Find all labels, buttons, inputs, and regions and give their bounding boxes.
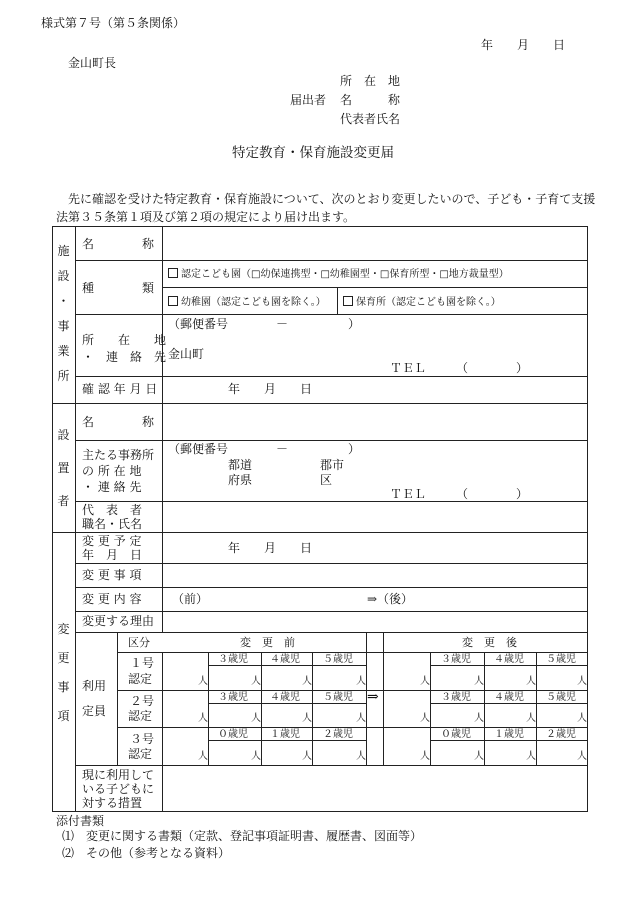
age-header: ４歳児 bbox=[494, 692, 524, 703]
intro-line-1: 先に確認を受けた特定教育・保育施設について、次のとおり変更したいので、子ども・子育て支援 bbox=[68, 192, 596, 206]
office-label-2: の 所 在 地 bbox=[82, 464, 142, 478]
change-content-label: 変 更 内 容 bbox=[82, 592, 142, 606]
founder-tel[interactable]: ＴＥＬ （ ） bbox=[390, 487, 529, 501]
measures-label-3: 対する措置 bbox=[82, 796, 143, 810]
unit-mark: 人 bbox=[251, 676, 261, 687]
content-before[interactable]: （前） bbox=[172, 592, 209, 606]
age-header: ３歳児 bbox=[218, 692, 248, 703]
row-label-2b: 認定 bbox=[128, 709, 153, 723]
row-label-3b: 認定 bbox=[128, 747, 153, 761]
age-header: ４歳児 bbox=[494, 654, 524, 665]
unit-mark: 人 bbox=[251, 751, 261, 762]
unit-mark: 人 bbox=[577, 751, 587, 762]
row-border bbox=[75, 563, 588, 564]
section-border-change bbox=[52, 532, 588, 533]
type-divider bbox=[337, 287, 338, 314]
unit-mark: 人 bbox=[302, 713, 312, 724]
section-border-founder bbox=[52, 403, 588, 404]
unit-mark: 人 bbox=[420, 751, 430, 762]
unit-mark: 人 bbox=[302, 676, 312, 687]
change-date-label-2: 年 月 日 bbox=[82, 548, 143, 562]
founder-section-label: 設 置 者 bbox=[57, 427, 70, 509]
city-label-1: 郡市 bbox=[320, 458, 345, 472]
facility-tel[interactable]: ＴＥＬ （ ） bbox=[390, 361, 529, 375]
type-option-certified[interactable]: 認定こども園（□幼保連携型・□幼稚園型・□保育所型・□地方裁量型） bbox=[168, 268, 509, 280]
page-title: 特定教育・保育施設変更届 bbox=[232, 145, 394, 161]
unit-mark: 人 bbox=[356, 676, 366, 687]
facility-name-label: 名 称 bbox=[82, 237, 155, 251]
checkbox[interactable] bbox=[168, 296, 178, 306]
grid-line bbox=[430, 652, 431, 765]
age-header: ３歳児 bbox=[441, 654, 471, 665]
notifier-address-label: 所 在 地 bbox=[340, 74, 401, 88]
facility-postal[interactable]: （郵便番号 － ） bbox=[168, 317, 361, 331]
row-border bbox=[75, 314, 588, 315]
unit-mark: 人 bbox=[474, 713, 484, 724]
change-date-label-1: 変 更 予 定 bbox=[82, 534, 142, 548]
grid-line bbox=[484, 652, 485, 765]
table-top-border bbox=[52, 226, 588, 227]
founder-name-label: 名 称 bbox=[82, 415, 155, 429]
grid-line bbox=[117, 690, 588, 691]
category-header: 区分 bbox=[128, 636, 150, 649]
unit-mark: 人 bbox=[251, 713, 261, 724]
attachment-item-1: ⑴ 変更に関する書類（定款、登記事項証明書、履歴書、図面等） bbox=[62, 829, 423, 843]
unit-mark: 人 bbox=[198, 676, 208, 687]
row-border bbox=[75, 632, 588, 633]
change-reason-label: 変更する理由 bbox=[82, 614, 155, 628]
facility-contact-label: ・ 連 絡 先 bbox=[82, 350, 167, 364]
grid-line bbox=[117, 652, 588, 653]
row-border bbox=[75, 765, 588, 766]
row-border bbox=[75, 376, 588, 377]
unit-mark: 人 bbox=[356, 713, 366, 724]
unit-mark: 人 bbox=[420, 713, 430, 724]
grid-line bbox=[430, 665, 588, 666]
pref-label-1: 都道 bbox=[228, 458, 253, 472]
grid-line bbox=[430, 740, 588, 741]
usage-label: 利用 bbox=[82, 679, 107, 693]
capacity-label: 定員 bbox=[82, 704, 107, 718]
notifier-label: 届出者 bbox=[290, 93, 327, 107]
notifier-name-label: 名 称 bbox=[340, 93, 401, 107]
addressee: 金山町長 bbox=[68, 56, 117, 70]
unit-mark: 人 bbox=[302, 751, 312, 762]
row-label-1a: １号 bbox=[130, 656, 155, 670]
unit-mark: 人 bbox=[577, 713, 587, 724]
checkbox[interactable] bbox=[343, 296, 353, 306]
age-header: ２歳児 bbox=[546, 729, 576, 740]
age-header: ５歳児 bbox=[546, 692, 576, 703]
age-header: ３歳児 bbox=[441, 692, 471, 703]
type-option-kindergarten[interactable]: 幼稚園（認定こども園を除く。） bbox=[168, 296, 326, 308]
change-item-label: 変 更 事 項 bbox=[82, 568, 142, 582]
measures-label-2: いる子どもに bbox=[82, 782, 155, 796]
attachment-item-2: ⑵ その他（参考となる資料） bbox=[62, 846, 231, 860]
grid-line bbox=[261, 652, 262, 765]
grid-line bbox=[312, 652, 313, 765]
age-header: １歳児 bbox=[494, 729, 524, 740]
confirm-date-value[interactable]: 年 月 日 bbox=[228, 382, 313, 396]
row-border bbox=[162, 287, 588, 288]
grid-line bbox=[536, 652, 537, 765]
facility-address-label: 所 在 地 bbox=[82, 333, 167, 347]
intro-line-2: 法第３５条第１項及び第２項の規定により届け出ます。 bbox=[56, 210, 356, 224]
row-border bbox=[75, 260, 588, 261]
grid-line bbox=[208, 652, 209, 765]
label-divider-bottom bbox=[162, 765, 163, 812]
facility-type-label: 種 類 bbox=[82, 281, 155, 295]
grid-line bbox=[208, 703, 366, 704]
age-header: １歳児 bbox=[270, 729, 300, 740]
grid-line bbox=[162, 652, 163, 765]
arrow-icon: ⇒ bbox=[367, 689, 379, 705]
age-header: ２歳児 bbox=[323, 729, 353, 740]
table-bottom-border bbox=[52, 811, 588, 812]
facility-section-label: 施 設 ・ 事 業 所 bbox=[57, 243, 70, 383]
unit-mark: 人 bbox=[198, 713, 208, 724]
age-header: ５歳児 bbox=[546, 654, 576, 665]
before-header: 変 更 前 bbox=[240, 636, 295, 649]
unit-mark: 人 bbox=[577, 676, 587, 687]
rep-label-1: 代 表 者 bbox=[82, 503, 143, 517]
row-label-3a: ３号 bbox=[130, 732, 155, 746]
unit-mark: 人 bbox=[526, 751, 536, 762]
form-number: 様式第７号（第５条関係） bbox=[41, 16, 186, 30]
row-border bbox=[75, 587, 588, 588]
age-header: ４歳児 bbox=[270, 654, 300, 665]
unit-mark: 人 bbox=[356, 751, 366, 762]
row-label-2a: ２号 bbox=[130, 694, 155, 708]
content-after[interactable]: ⇒（後） bbox=[367, 592, 414, 606]
unit-mark: 人 bbox=[474, 676, 484, 687]
grid-line bbox=[430, 703, 588, 704]
founder-postal[interactable]: （郵便番号 － ） bbox=[168, 442, 361, 456]
age-header: ３歳児 bbox=[218, 654, 248, 665]
row-border bbox=[75, 501, 588, 502]
checkbox[interactable] bbox=[168, 268, 178, 278]
unit-mark: 人 bbox=[526, 676, 536, 687]
measures-label-1: 現に利用して bbox=[82, 768, 155, 782]
unit-mark: 人 bbox=[198, 751, 208, 762]
attachments-title: 添付書類 bbox=[56, 814, 105, 828]
age-header: ５歳児 bbox=[323, 692, 353, 703]
grid-line bbox=[208, 740, 366, 741]
notifier-rep-label: 代表者氏名 bbox=[340, 112, 401, 126]
facility-town: 金山町 bbox=[168, 347, 205, 361]
row-border bbox=[75, 611, 588, 612]
grid-line bbox=[208, 665, 366, 666]
rep-label-2: 職名・氏名 bbox=[82, 517, 143, 531]
office-label-3: ・ 連 絡 先 bbox=[82, 480, 142, 494]
age-header: ０歳児 bbox=[441, 729, 471, 740]
age-header: ４歳児 bbox=[270, 692, 300, 703]
grid-line bbox=[383, 632, 384, 765]
after-header: 変 更 後 bbox=[462, 636, 517, 649]
type-option-nursery[interactable]: 保育所（認定こども園を除く。） bbox=[343, 296, 501, 308]
unit-mark: 人 bbox=[474, 751, 484, 762]
age-header: ０歳児 bbox=[218, 729, 248, 740]
unit-mark: 人 bbox=[526, 713, 536, 724]
pref-label-2: 府県 bbox=[228, 473, 253, 487]
change-date-value[interactable]: 年 月 日 bbox=[228, 541, 313, 555]
grid-line bbox=[117, 727, 588, 728]
confirm-date-label: 確 認 年 月 日 bbox=[82, 382, 158, 396]
unit-mark: 人 bbox=[420, 676, 430, 687]
row-label-1b: 認定 bbox=[128, 672, 153, 686]
change-section-label: 変 更 事 項 bbox=[57, 622, 70, 723]
age-header: ５歳児 bbox=[323, 654, 353, 665]
date-line: 年 月 日 bbox=[481, 38, 566, 52]
city-label-2: 区 bbox=[320, 473, 333, 487]
office-label-1: 主たる事務所 bbox=[82, 448, 155, 462]
row-border bbox=[75, 440, 588, 441]
